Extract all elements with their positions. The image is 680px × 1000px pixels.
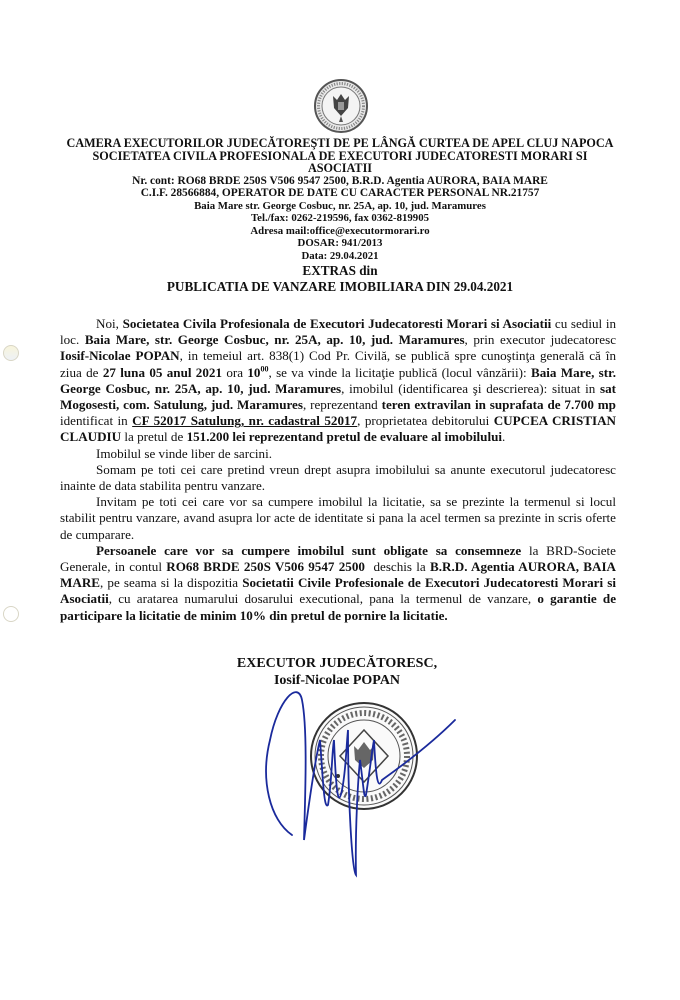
- executor-name-bold: Iosif-Nicolae POPAN: [60, 348, 180, 364]
- text: ora: [222, 364, 248, 380]
- paragraph-invitation: Invitam pe toti cei care vor sa cumpere imobilul la licitatie, sa se prezinte la termenul si locul stabilit pentru vanzare, avand asupra lor acte de identitate si pana la acel termen sa prezinte in scris oferte de cumparare.: [60, 494, 616, 542]
- account-number-bold: RO68 BRDE 250S V506 9547 2500: [166, 559, 365, 575]
- executor-role: EXECUTOR JUDECĂTORESC,: [236, 656, 438, 671]
- bank-branch-bold: B.R.D. Agentia AURORA, BAIA MARE: [60, 559, 616, 591]
- minutes: 00: [260, 364, 269, 374]
- title-line-1: EXTRAS din: [302, 263, 378, 278]
- text: .: [502, 429, 506, 445]
- hole-punch-mark: [3, 606, 19, 622]
- cif-operator: C.I.F. 28566884, OPERATOR DE DATE CU CARACTER PERSONAL NR.21757: [140, 187, 540, 199]
- text: la BRD-Societe Generale, in contul: [60, 542, 616, 575]
- auction-time-bold: [247, 365, 268, 380]
- text: , cu aratarea numarului dosarului executional, pana la termenul de vanzare,: [108, 591, 538, 607]
- document-title: [60, 263, 620, 294]
- auction-date-bold: 27 luna 05 anul 2021: [102, 364, 222, 380]
- company-name-bold: Societatea Civila Profesionala de Executori Judecatoresti Morari si Asociatii: [122, 316, 552, 331]
- text: , imobilul (identificarea şi descrierea): situat in: [341, 380, 600, 396]
- text: , pe seama si la dispozitia: [100, 575, 243, 591]
- text: , se va vinde la licitaţie publică (locul vânzării):: [268, 364, 531, 380]
- property-description-bold: teren extravilan in suprafata de 7.700 mp: [381, 397, 616, 413]
- text: deschis la: [364, 559, 431, 575]
- company-name-bold: Societatii Civile Profesionale de Executori Judecatoresti Morari si Asociatii: [60, 575, 616, 607]
- property-location-bold: sat Mogosesti, com. Satulung, jud. Maramures: [60, 380, 616, 413]
- bank-account: Nr. cont: RO68 BRDE 250S V506 9547 2500, B.R.D. Agentia AURORA, BAIA MARE: [132, 174, 548, 187]
- sale-location-bold: Baia Mare, str. George Cosbuc, nr. 25A, ap. 10, jud. Maramures: [60, 364, 617, 396]
- title-line-2: PUBLICATIA DE VANZARE IMOBILIARA DIN 29.04.2021: [166, 278, 514, 294]
- office-address: Baia Mare str. George Cosbuc, nr. 25A, ap. 10, jud. Maramures: [194, 199, 486, 212]
- phone-fax: Tel./fax: 0262-219596, fax 0362-819905: [250, 212, 430, 224]
- romania-emblem-icon: [313, 78, 369, 134]
- company-name: SOCIETATEA CIVILA PROFESIONALA DE EXECUTORI JUDECATORESTI MORARI SI ASOCIATII: [92, 148, 588, 175]
- price-bold: 151.200 lei reprezentand pretul de evaluare al imobilului: [186, 429, 503, 445]
- text: Noi,: [96, 316, 123, 331]
- chamber-name: CAMERA EXECUTORILOR JUDECĂTOREŞTI DE PE LÂNGĂ CURTEA DE APEL CLUJ NAPOCA: [66, 136, 614, 150]
- paragraph-guarantee: [60, 543, 616, 624]
- handwritten-signature-icon: [260, 680, 460, 880]
- hole-punch-mark: [3, 345, 19, 361]
- paragraph-no-encumbrances: Imobilul se vinde liber de sarcini.: [96, 445, 272, 461]
- text: cu sediul in loc.: [60, 316, 617, 348]
- text: , reprezentand: [302, 397, 382, 413]
- paragraph-sale-announcement: [60, 316, 616, 446]
- office-address-bold: Baia Mare, str. George Cosbuc, nr. 25A, ap. 10, jud. Maramures: [84, 332, 465, 348]
- text: identificat in: [60, 413, 133, 429]
- text: , prin executor judecatoresc: [464, 332, 617, 348]
- text: , proprietatea debitorului: [357, 413, 494, 429]
- obligation-bold: Persoanele care vor sa cumpere imobilul sunt obligate sa consemneze: [96, 542, 522, 558]
- executor-name: Iosif-Nicolae POPAN: [273, 673, 401, 688]
- text: , in temeiul art. 838(1) Cod Pr. Civilă, se publică spre cunoştinţa generală că în ziua de: [60, 348, 616, 380]
- hour: 10: [247, 364, 261, 380]
- letterhead: [60, 137, 620, 262]
- debtor-name-bold: CUPCEA CRISTIAN CLAUDIU: [60, 413, 617, 445]
- case-number: DOSAR: 941/2013: [297, 237, 383, 249]
- text: la pretul de: [121, 429, 187, 445]
- document-body: [60, 316, 616, 624]
- land-registry-underlined: CF 52017 Satulung, nr. cadastral 52017: [132, 413, 358, 429]
- document-date: Data: 29.04.2021: [301, 249, 379, 262]
- paragraph-summons: Somam pe toti cei care pretind vreun drept asupra imobilului sa anunte executorul judecatoresc inainte de data stabilita pentru vanzare.: [60, 461, 616, 494]
- guarantee-bold: o garantie de participare la licitatie de minim 10% din pretul de pornire la licitatie.: [60, 591, 617, 623]
- email-address: Adresa mail:office@executormorari.ro: [250, 224, 430, 237]
